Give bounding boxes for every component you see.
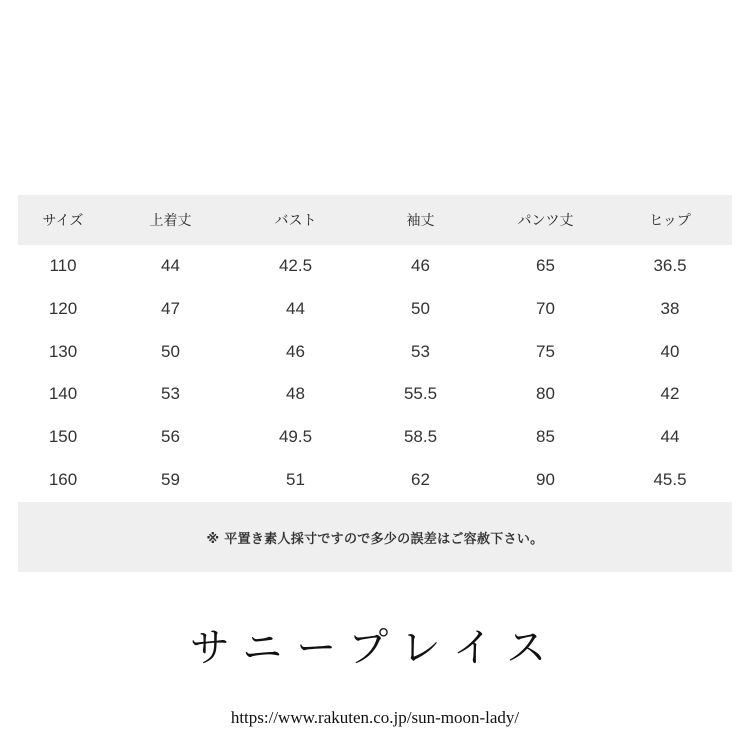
cell-sleeve-length: 46: [411, 256, 430, 276]
header-size: サイズ: [42, 213, 84, 229]
cell-size: 120: [48, 299, 78, 319]
cell-jacket-length: 44: [161, 256, 180, 276]
header-hip: ヒップ: [649, 213, 691, 229]
cell-hip: 45.5: [653, 469, 687, 489]
table-row: [18, 288, 732, 331]
cell-pants-length: 90: [536, 469, 555, 489]
cell-bust: 44: [286, 299, 305, 319]
cell-size: 150: [48, 427, 78, 447]
cell-size: 140: [48, 384, 78, 404]
shop-url: https://www.rakuten.co.jp/sun-moon-lady/: [230, 708, 520, 727]
cell-bust: 46: [286, 341, 305, 361]
table-row: [18, 373, 732, 416]
cell-sleeve-length: 58.5: [403, 427, 438, 447]
cell-pants-length: 70: [536, 299, 555, 319]
cell-pants-length: 65: [536, 256, 555, 276]
cell-sleeve-length: 55.5: [403, 384, 438, 404]
cell-size: 110: [49, 256, 77, 276]
cell-sleeve-length: 62: [411, 469, 430, 489]
header-sleeve-length: 袖丈: [406, 213, 435, 229]
header-bust: バスト: [274, 213, 317, 229]
cell-pants-length: 80: [536, 384, 555, 404]
header-pants-length: パンツ丈: [517, 213, 574, 229]
cell-jacket-length: 59: [161, 469, 180, 489]
cell-bust: 49.5: [278, 427, 313, 447]
cell-bust: 48: [286, 384, 305, 404]
measurement-note-box: [18, 502, 732, 572]
table-row: [18, 245, 732, 288]
brand-name: サニープレイス: [189, 625, 561, 671]
cell-pants-length: 85: [536, 427, 555, 447]
cell-jacket-length: 47: [161, 299, 180, 319]
cell-bust: 42.5: [278, 256, 313, 276]
cell-hip: 38: [660, 299, 680, 319]
cell-sleeve-length: 53: [411, 341, 430, 361]
header-jacket-length: 上着丈: [149, 213, 192, 229]
cell-jacket-length: 50: [161, 341, 180, 361]
table-header-row: [18, 195, 732, 245]
cell-hip: 36.5: [653, 256, 687, 276]
table-row: [18, 330, 732, 373]
cell-hip: 44: [660, 427, 680, 447]
cell-hip: 42: [660, 384, 680, 404]
cell-bust: 51: [286, 469, 305, 489]
cell-hip: 40: [660, 341, 680, 361]
cell-sleeve-length: 50: [411, 299, 430, 319]
cell-size: 130: [48, 341, 78, 361]
measurement-note: ※ 平置き素人採寸ですので多少の誤差はご容赦下さい。: [206, 531, 544, 547]
cell-pants-length: 75: [536, 341, 555, 361]
cell-jacket-length: 56: [161, 427, 180, 447]
cell-jacket-length: 53: [161, 384, 180, 404]
table-row: [18, 416, 732, 459]
size-table: [18, 195, 732, 501]
table-row: [18, 458, 732, 501]
cell-size: 160: [48, 469, 78, 489]
